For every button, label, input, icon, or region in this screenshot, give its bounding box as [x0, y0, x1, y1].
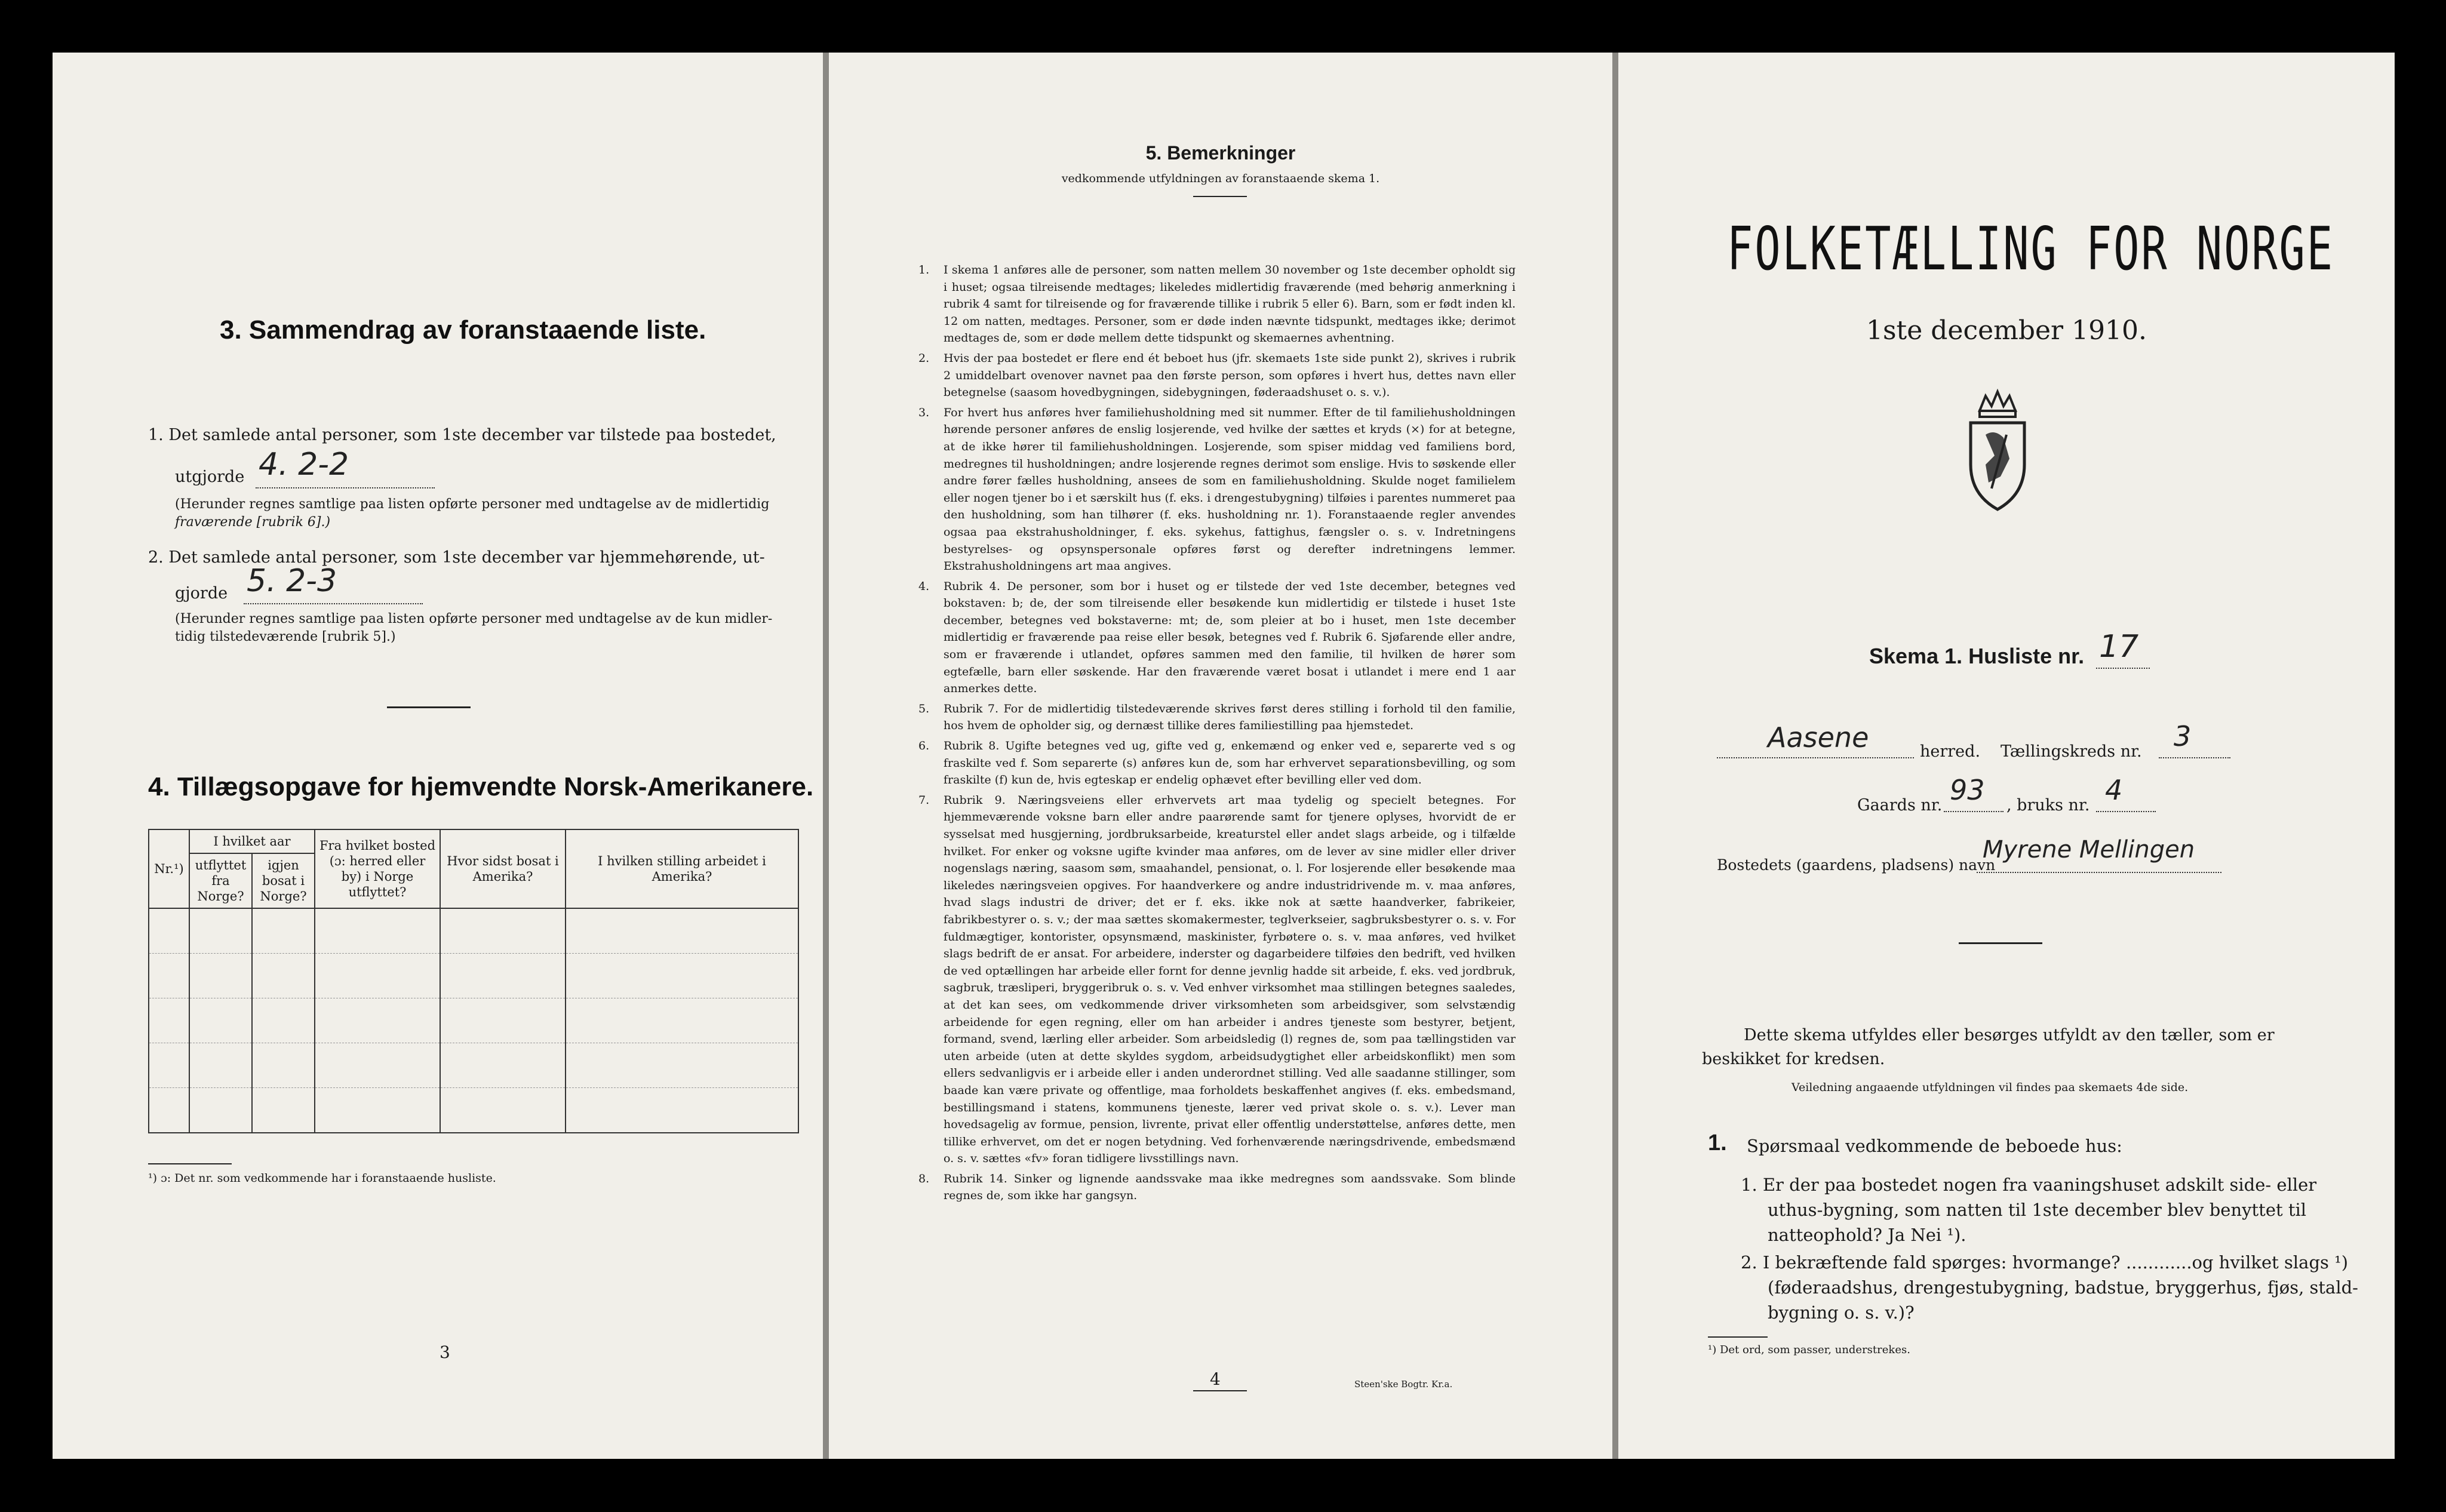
section3-item1-value: 4. 2-2 [259, 447, 349, 483]
question1b-line1: 2. I bekræftende fald spørges: hvormange? ............og hvilket slags ¹) [1741, 1252, 2349, 1273]
question1-number: 1. [1708, 1130, 1727, 1155]
section3-item1-text: 1. Det samlede antal personer, som 1ste december var tilstede paa bostedet, [148, 426, 776, 444]
table-row [149, 1088, 798, 1133]
herred-label: herred. [1920, 742, 1981, 761]
section4-heading: 4. Tillægsopgave for hjemvendte Norsk-Amerikanere. [148, 772, 814, 801]
list-item: 3. For hvert hus anføres hver familiehusholdning med sit nummer. Efter de til familiehusholdningen hørende personer anføres de enslig losjerende, ved hvilke der sættes et kryds (×) for at betegne, at de ikke hører til familiehusholdningen. Losjerende, som spiser middag ved familiens bord, medregnes til husholdningen; andre losjerende regnes derimot som enslige. Hvis to søskende eller andre fører fælles husholdning, ansees de som en familiehusholdning. Skulde noget familielem eller nogen tjener bo i et særskilt hus (f. eks. i drengestubygning) tilføies i parentes nummeret paa den husholdning, som han tilhører (f. eks. husholdning nr. 1). Foranstaaende regler anvendes ogsaa paa ekstrahusholdninger, f. eks. sykehus, fattighus, fængsler o. s. v. Indretningens bestyrelses- og opsynspersonale opføres først og derefter indretningens lemmer. Ekstrahusholdningens art maa angives. [918, 405, 1516, 573]
col-utflyttet: utflyttet fra Norge? [189, 853, 252, 908]
bosted-label: Bostedets (gaardens, pladsens) navn [1717, 856, 1996, 874]
page-fold [823, 53, 829, 1459]
footnote-rule [1708, 1336, 1768, 1338]
table-row [149, 908, 798, 954]
bruks-field [2096, 811, 2156, 812]
question1a-line2: uthus-bygning, som natten til 1ste december blev benyttet til [1768, 1200, 2307, 1220]
section4-table [148, 829, 799, 1133]
section-divider [387, 706, 471, 708]
gaards-value: 93 [1950, 774, 1985, 806]
list-item: 4. Rubrik 4. De personer, som bor i huset og er tilstede der ved 1ste december, betegnes ved bokstaven: b; de, der som tilreisende eller besøkende kun midlertidig er tilstede i huset 1ste december, betegnes ved bokstaverne: mt; de, som pleier at bo i huset, men 1ste december midlertidig er fraværende paa reise eller besøk, betegnes ved f. Rubrik 6. Sjøfarende eller andre, som er fraværende i utlandet, opføres sammen med den familie, til hvilken de hører som egtefælle, barn eller søskende. Har den fraværende været bosat i utlandet i mere end 1 aar anmerkes dette. [918, 579, 1516, 696]
herred-field [1717, 757, 1914, 758]
col-fra-bosted: Fra hvilket bosted (ɔ: herred eller by) i Norge utflyttet? [315, 829, 440, 908]
bemerkninger-heading: 5. Bemerkninger [1145, 142, 1296, 164]
census-date: 1ste december 1910. [1866, 315, 2147, 346]
ornament-rule [1959, 942, 2042, 944]
question1a-line3: natteophold? Ja Nei ¹). [1768, 1225, 1966, 1245]
intro-line2: beskikket for kredsen. [1702, 1050, 1885, 1068]
col-group-aar: I hvilket aar [189, 829, 315, 853]
intro-line1: Dette skema utfyldes eller besørges utfyldt av den tæller, som er [1744, 1026, 2275, 1044]
table-row [149, 954, 798, 998]
bosted-field [1977, 872, 2221, 873]
kreds-label: Tællingskreds nr. [2001, 742, 2142, 761]
gaards-field [1944, 811, 2003, 812]
printer-mark: Steen'ske Bogtr. Kr.a. [1354, 1379, 1453, 1390]
question1b-line2: (føderaadshus, drengestubygning, badstue, bryggerhus, fjøs, stald- [1768, 1277, 2358, 1298]
section4-footnote: ¹) ɔ: Det nr. som vedkommende har i foranstaaende husliste. [148, 1172, 496, 1185]
table-row [149, 998, 798, 1043]
footnote-rule [148, 1163, 232, 1164]
gaards-label: Gaards nr. [1857, 796, 1943, 815]
right-page [1618, 53, 2395, 1459]
bruks-value: 4 [2105, 774, 2123, 806]
list-item: 8. Rubrik 14. Sinker og lignende aandssvake maa ikke medregnes som aandssvake. Som blinde regnes de, som ikke har gangsyn. [918, 1172, 1516, 1203]
page-number-left: 3 [440, 1342, 450, 1362]
col-hvor-bosat: Hvor sidst bosat i Amerika? [440, 829, 566, 908]
husliste-field [2096, 668, 2150, 669]
section3-item2-note1: (Herunder regnes samtlige paa listen opførte personer med undtagelse av de kun midler- [175, 611, 773, 626]
coat-of-arms-icon [1962, 387, 2033, 512]
col-igjen-bosat: igjen bosat i Norge? [252, 853, 315, 908]
page-fold [1612, 53, 1618, 1459]
page-number-middle: 4 [1210, 1369, 1221, 1389]
bemerkninger-list [918, 262, 1516, 1207]
left-page [53, 53, 823, 1459]
table-row [149, 1043, 798, 1088]
intro-small: Veiledning angaaende utfyldningen vil findes paa skemaets 4de side. [1792, 1081, 2189, 1094]
bosted-value: Myrene Mellingen [1983, 836, 2195, 863]
section3-item1-note2: fraværende [rubrik 6].) [175, 515, 331, 530]
section3-item1-field [256, 487, 435, 488]
kreds-value: 3 [2174, 720, 2192, 752]
middle-page [829, 53, 1612, 1459]
bottom-rule [1193, 1390, 1247, 1391]
bruks-label: , bruks nr. [2006, 796, 2090, 815]
list-item: 5. Rubrik 7. For de midlertidig tilstedeværende skrives først deres stilling i forhold til den familie, hos hvem de opholder sig, og dernæst tillike deres familiestilling paa hjemstedet. [918, 702, 1516, 733]
herred-value: Aasene [1768, 721, 1869, 754]
census-title: FOLKETÆLLING FOR NORGE [1727, 214, 2335, 284]
bemerkninger-subheading: vedkommende utfyldningen av foranstaaende skema 1. [1061, 172, 1380, 185]
skema-label: Skema 1. Husliste nr. [1869, 644, 2085, 668]
list-item: 1. I skema 1 anføres alle de personer, som natten mellem 30 november og 1ste december opholdt sig i huset; ogsaa tilreisende medtages; likeledes midlertidig fraværende (med behørig anmerkning i rubrik 4 samt for tilreisende og for fraværende tillike i rubrik 5 eller 6). Barn, som er født inden kl. 12 om natten, medtages. Personer, som er døde inden nævnte tidspunkt, medtages ikke; derimot medtages de, som er døde mellem dette tidspunkt og skemaernes avhentning. [918, 263, 1516, 345]
section3-heading: 3. Sammendrag av foranstaaende liste. [220, 315, 706, 345]
husliste-value: 17 [2099, 629, 2139, 665]
kreds-field [2159, 757, 2230, 758]
section3-item1-prefix: utgjorde [175, 468, 245, 486]
list-item: 6. Rubrik 8. Ugifte betegnes ved ug, gifte ved g, enkemænd og enker ved e, separerte ved s og fraskilte ved f. Som separerte (s) anføres kun de, som har erhvervet separationsbevilling, og som fraskilte (f) kun de, hvis egteskap er endelig ophævet efter bevilling eller ved dom. [918, 739, 1516, 787]
section3-item2-prefix: gjorde [175, 584, 228, 603]
section3-item2-note2: tidig tilstedeværende [rubrik 5].) [175, 629, 396, 644]
right-footnote: ¹) Det ord, som passer, understrekes. [1708, 1344, 1910, 1356]
list-item: 2. Hvis der paa bostedet er flere end ét beboet hus (jfr. skemaets 1ste side punkt 2), skrives i rubrik 2 umiddelbart ovenover navnet paa den første person, som opføres i hvert hus, dettes navn eller betegnelse (saasom hovedbygningen, sidebygningen, føderaadshuset o. s. v.). [918, 351, 1516, 399]
question1-heading: Spørsmaal vedkommende de beboede hus: [1747, 1136, 2122, 1156]
section3-item2-text: 2. Det samlede antal personer, som 1ste december var hjemmehørende, ut- [148, 548, 765, 567]
question1a-line1: 1. Er der paa bostedet nogen fra vaaningshuset adskilt side- eller [1741, 1175, 2317, 1195]
section3-item1-note1: (Herunder regnes samtlige paa listen opførte personer med undtagelse av de midlertidig [175, 497, 770, 512]
question1b-line3: bygning o. s. v.)? [1768, 1302, 1915, 1323]
section3-item2-field [244, 603, 423, 604]
col-stilling: I hvilken stilling arbeidet i Amerika? [566, 829, 798, 908]
col-nr: Nr.¹) [149, 829, 189, 908]
heading-rule [1193, 196, 1247, 197]
list-item: 7. Rubrik 9. Næringsveiens eller erhvervets art maa tydelig og specielt betegnes. For hjemmeværende voksne barn eller andre paarørende samt for tjenere oplyses, hvorvidt de er sysselsat med husgjerning, jordbruksarbeide, kreaturstel eller andet slags arbeide, og i tilfælde hvilket. For enker og voksne ugifte kvinder maa anføres, om de lever av sine midler eller driver nogenslags næring, saasom søm, smaahandel, pensionat, o. l. For losjerende eller besøkende maa likeledes næringsveien opgives. For haandverkere og andre industridrivende m. v. maa anføres, hvad slags industri de driver; det er f. eks. ikke nok at sætte haandverker, fabrikeier, fabrikbestyrer o. s. v.; der maa sættes skomakermester, teglverkseier, sagbruksbestyrer o. s. v. For fuldmægtiger, kontorister, opsynsmænd, maskinister, fyrbøtere o. s. v. maa anføres, ved hvilket slags bedrift de er ansat. For arbeidere, inderster og dagarbeidere tilføies den bedrift, ved hvilken de ved optællingen har arbeide eller fornt for denne jevnlig hadde sit arbeide, f. eks. ved jordbruk, sagbruk, træsliperi, bryggeribruk o. s. v. Ved enhver virksomhet maa stillingen betegnes saaledes, at det kan sees, om vedkommende driver virksomheten som arbeidsgiver, som selvstændig arbeidende for egen regning, eller om han arbeider i andres tjeneste som bestyrer, betjent, formand, svend, lærling eller arbeider. Som arbeidsledig (l) regnes de, som paa tællingstiden var uten arbeide (uten at dette skyldes sygdom, arbeidsudygtighet eller arbeidskonflikt) men som ellers sedvanligvis er i arbeide eller i anden underordnet stilling. Ved alle saadanne stillinger, som baade kan være private og offentlige, maa forholdets beskaffenhet angives (f. eks. embedsmand, bestillingsmand i statens, kommunens tjeneste, lærer ved privat skole o. s. v.). Lever man hovedsagelig av formue, pension, livrente, privat eller offentlig understøttelse, anføres dette, men tillike erhvervet, om det er nogen betydning. Ved forhenværende næringsdrivende, embedsmænd o. s. v. sættes «fv» foran tidligere livsstillings navn. [918, 793, 1516, 1166]
section3-item2-value: 5. 2-3 [247, 563, 337, 599]
